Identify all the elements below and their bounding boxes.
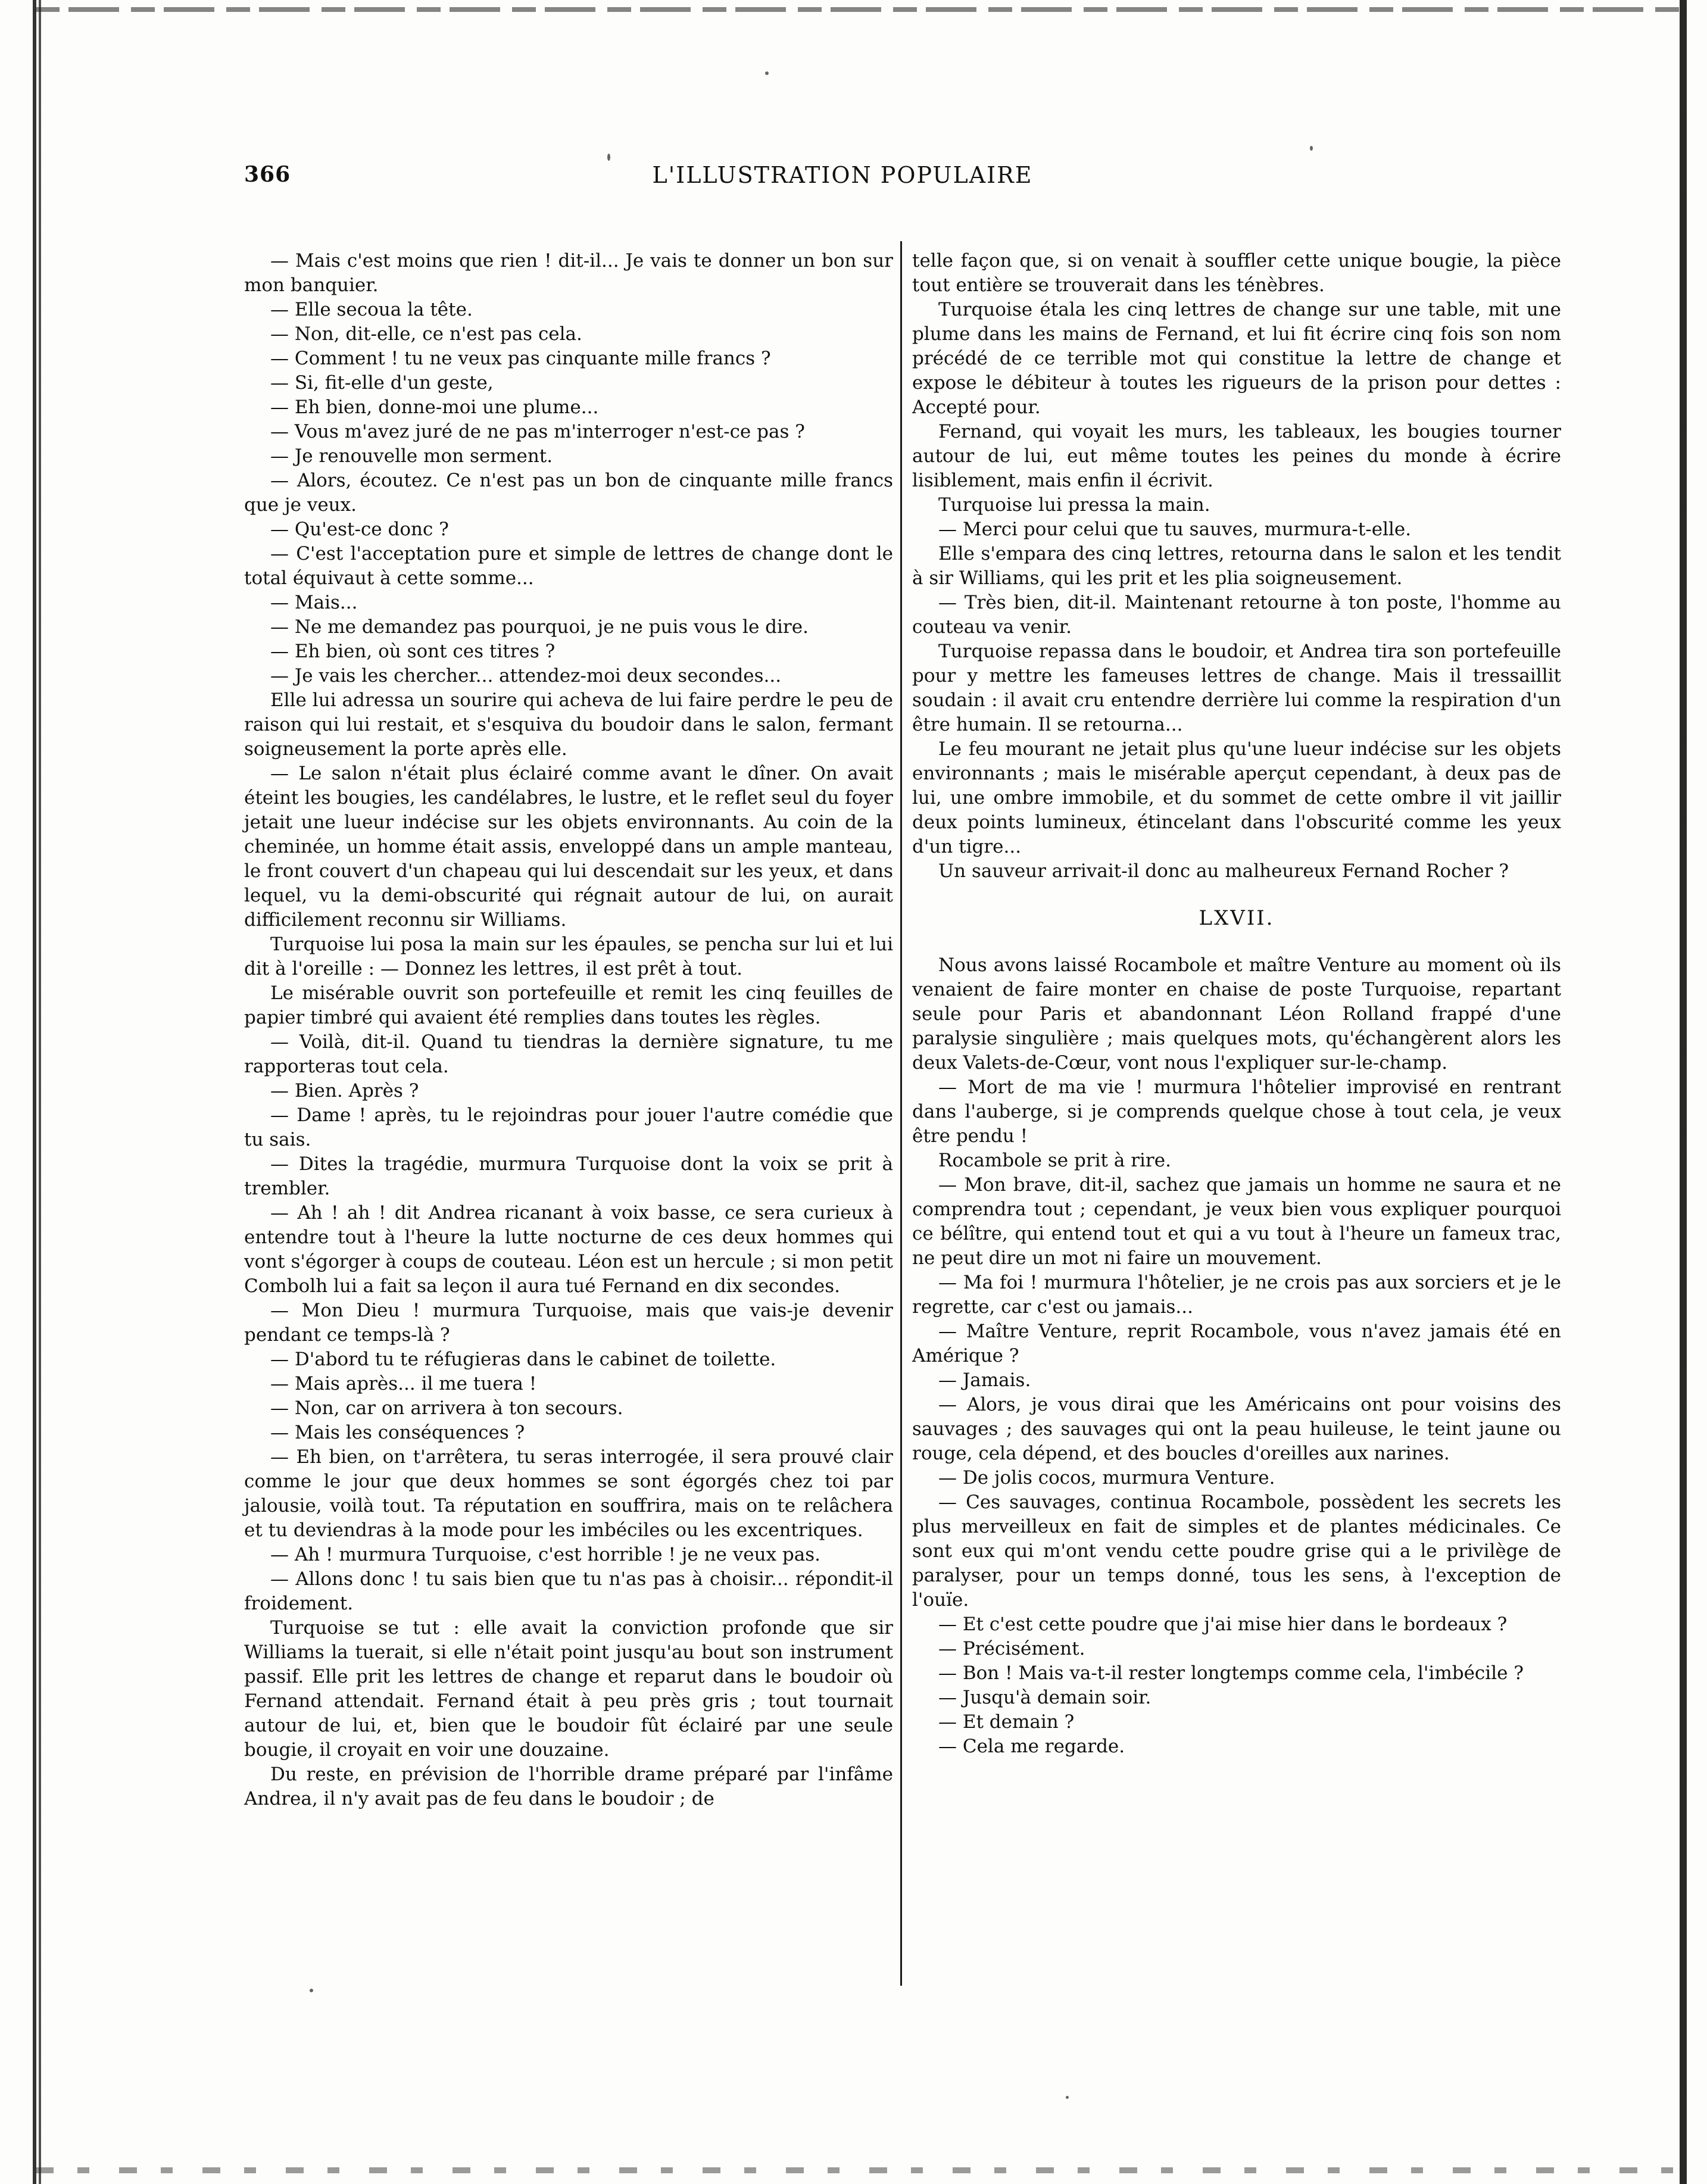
ink-speck	[607, 154, 610, 161]
paragraph: telle façon que, si on venait à souffler cette unique bougie, la pièce tout entière se trouverait dans les ténèbres.	[912, 250, 1561, 296]
paragraph: — Merci pour celui que tu sauves, murmura-t-elle.	[938, 519, 1412, 540]
page-edge-left	[33, 0, 41, 2184]
paragraph: — Ah ! ah ! dit Andrea ricanant à voix basse, ce sera curieux à entendre tout à l'heure la lutte nocturne de ces deux hommes qui vont s'égorger à coups de couteau. Léon est un hercule ; si mon petit Combolh lui a fait sa leçon il aura tué Fernand en dix secondes.	[244, 1202, 893, 1297]
paragraph: — Qu'est-ce donc ?	[270, 519, 449, 540]
paragraph: — Bien. Après ?	[270, 1080, 419, 1102]
paragraph: — Maître Venture, reprit Rocambole, vous n'avez jamais été en Amérique ?	[912, 1321, 1561, 1366]
column-rule	[900, 241, 902, 1986]
paragraph: — Le salon n'était plus éclairé comme avant le dîner. On avait éteint les bougies, les candélabres, le lustre, et le reflet seul du foyer jetait une lueur indécise sur les objets environnants. Au coin de la cheminée, un homme était assis, enveloppé dans un ample manteau, le front couvert d'un chapeau qui lui descendait sur les yeux, et dans lequel, vu la demi-obscurité qui régnait autour de lui, on aurait difficilement reconnu sir Williams.	[244, 763, 893, 931]
paragraph: — Et demain ?	[938, 1711, 1075, 1733]
page-edge-top	[36, 7, 1685, 12]
paragraph: — Dame ! après, tu le rejoindras pour jouer l'autre comédie que tu sais.	[244, 1105, 893, 1150]
paragraph: — Bon ! Mais va-t-il rester longtemps comme cela, l'imbécile ?	[938, 1662, 1524, 1684]
paragraph: — Mais après... il me tuera !	[270, 1373, 537, 1394]
paragraph: — Eh bien, où sont ces titres ?	[270, 641, 556, 662]
paragraph: — Très bien, dit-il. Maintenant retourne à ton poste, l'homme au couteau va venir.	[912, 592, 1561, 638]
paragraph: Du reste, en prévision de l'horrible drame préparé par l'infâme Andrea, il n'y avait pas de feu dans le boudoir ; de	[244, 1764, 893, 1809]
paragraph: — De jolis cocos, murmura Venture.	[938, 1467, 1275, 1489]
paragraph: — Mon brave, dit-il, sachez que jamais un homme ne saura et ne comprendra tout ; cependant, je veux bien vous expliquer pourquoi ce bélître, qui entend tout et qui a vu tout à l'heure un fameux trac, ne peut dire un mot ni faire un mouvement.	[912, 1174, 1561, 1269]
paragraph: — Ne me demandez pas pourquoi, je ne puis vous le dire.	[270, 616, 809, 638]
journal-title: L'ILLUSTRATION POPULAIRE	[652, 162, 1033, 188]
paragraph: Elle lui adressa un sourire qui acheva de lui faire perdre le peu de raison qui lui restait, et s'esquiva du boudoir dans le salon, fermant soigneusement la porte après elle.	[244, 689, 893, 760]
paragraph: Turquoise se tut : elle avait la conviction profonde que sir Williams la tuerait, si elle n'était point jusqu'au bout son instrument passif. Elle prit les lettres de change et reparut dans le boudoir où Fernand attendait. Fernand était à peu près gris ; tout tournait autour de lui, et, bien que le boudoir fût éclairé par une seule bougie, il croyait en voir une douzaine.	[244, 1617, 893, 1761]
paragraph: — C'est l'acceptation pure et simple de lettres de change dont le total équivaut à cette somme...	[244, 543, 893, 589]
paragraph: — Cela me regarde.	[938, 1736, 1125, 1757]
page-number: 366	[244, 162, 291, 187]
paragraph: — Mais les conséquences ?	[270, 1422, 525, 1443]
page-edge-bottom	[36, 2167, 1685, 2173]
ink-speck	[1066, 2096, 1069, 2099]
paragraph: — Comment ! tu ne veux pas cinquante mille francs ?	[270, 348, 771, 369]
paragraph: — Jamais.	[938, 1369, 1031, 1391]
paragraph: — Alors, je vous dirai que les Américains ont pour voisins des sauvages ; des sauvages qui ont la peau huileuse, le teint jaune ou rouge, cela dépend, et des boucles d'oreilles aux narines.	[912, 1394, 1561, 1464]
paragraph: — Elle secoua la tête.	[270, 299, 473, 320]
paragraph: Nous avons laissé Rocambole et maître Venture au moment où ils venaient de faire monter en chaise de poste Turquoise, repartant seule pour Paris et abandonnant Léon Rolland frappé d'une paralysie singulière ; mais quelques mots, qu'échangèrent alors les deux Valets-de-Cœur, vont nous l'expliquer sur-le-champ.	[912, 954, 1561, 1074]
page-edge-right	[1676, 0, 1687, 2184]
paragraph: — Ma foi ! murmura l'hôtelier, je ne crois pas aux sorciers et je le regrette, car c'est ou jamais...	[912, 1272, 1561, 1318]
paragraph: Un sauveur arrivait-il donc au malheureux Fernand Rocher ?	[938, 860, 1509, 882]
paragraph: — Précisément.	[938, 1638, 1085, 1659]
paragraph: — Eh bien, donne-moi une plume...	[270, 397, 599, 418]
paragraph: Le feu mourant ne jetait plus qu'une lueur indécise sur les objets environnants ; mais le misérable aperçut cependant, à deux pas de lui, une ombre immobile, et du sommet de cette ombre il vit jaillir deux points lumineux, étincelant dans l'obscurité comme les yeux d'un tigre...	[912, 738, 1561, 857]
paragraph: — Dites la tragédie, murmura Turquoise dont la voix se prit à trembler.	[244, 1153, 893, 1199]
paragraph: — Ces sauvages, continua Rocambole, possèdent les secrets les plus merveilleux en fait de simples et de plantes médicinales. Ce sont eux qui m'ont vendu cette poudre grise qui a le privilège de paralyser, pour un temps donné, tous les sens, à l'exception de l'ouïe.	[912, 1492, 1561, 1611]
paragraph: — Allons donc ! tu sais bien que tu n'as pas à choisir... répondit-il froidement.	[244, 1568, 893, 1614]
paragraph: — Jusqu'à demain soir.	[938, 1687, 1151, 1708]
paragraph: Rocambole se prit à rire.	[938, 1150, 1171, 1171]
paragraph: Elle s'empara des cinq lettres, retourna dans le salon et les tendit à sir Williams, qui les prit et les plia soigneusement.	[912, 543, 1561, 589]
paragraph: — Ah ! murmura Turquoise, c'est horrible ! je ne veux pas.	[270, 1544, 821, 1565]
ink-speck	[310, 1989, 313, 1992]
chapter-heading: LXVII.	[1199, 906, 1275, 930]
running-head	[244, 162, 1441, 192]
paragraph: — D'abord tu te réfugieras dans le cabinet de toilette.	[270, 1349, 776, 1370]
paragraph: — Non, car on arrivera à ton secours.	[270, 1397, 623, 1419]
paragraph: — Et c'est cette poudre que j'ai mise hier dans le bordeaux ?	[938, 1614, 1508, 1635]
ink-speck	[765, 71, 769, 75]
paragraph: — Mort de ma vie ! murmura l'hôtelier improvisé en rentrant dans l'auberge, si je comprends quelque chose à tout cela, je veux être pendu !	[912, 1077, 1561, 1147]
paragraph: Turquoise lui pressa la main.	[938, 494, 1210, 516]
paragraph: — Eh bien, on t'arrêtera, tu seras interrogée, il sera prouvé clair comme le jour que deux hommes se sont égorgés chez toi par jalousie, voilà tout. Ta réputation en souffrira, mais on te relâchera et tu deviendras à la mode pour les imbéciles ou les excentriques.	[244, 1446, 893, 1541]
paragraph: — Voilà, dit-il. Quand tu tiendras la dernière signature, tu me rapporteras tout cela.	[244, 1031, 893, 1077]
paragraph: — Vous m'avez juré de ne pas m'interroger n'est-ce pas ?	[270, 421, 805, 442]
paragraph: — Je renouvelle mon serment.	[270, 445, 553, 467]
paragraph: Turquoise étala les cinq lettres de change sur une table, mit une plume dans les mains de Fernand, et lui fit écrire cinq fois son nom précédé de ce terrible mot qui constitue la lettre de change et expose le débiteur à toutes les rigueurs de la prison pour dettes : Accepté pour.	[912, 299, 1561, 418]
paragraph: — Mon Dieu ! murmura Turquoise, mais que vais-je devenir pendant ce temps-là ?	[244, 1300, 893, 1346]
right-column	[912, 249, 1561, 1759]
right-column-part-b	[912, 953, 1561, 1759]
ink-speck	[1310, 146, 1313, 151]
paragraph: Turquoise lui posa la main sur les épaules, se pencha sur lui et lui dit à l'oreille : — Donnez les lettres, il est prêt à tout.	[244, 934, 893, 979]
right-column-part-a	[912, 249, 1561, 884]
paragraph: — Mais...	[270, 592, 358, 613]
left-column	[244, 249, 893, 1811]
paragraph: Turquoise repassa dans le boudoir, et Andrea tira son portefeuille pour y mettre les fameuses lettres de change. Mais il tressaillit soudain : il avait cru entendre derrière lui comme la respiration d'un être humain. Il se retourna...	[912, 641, 1561, 735]
paragraph: — Alors, écoutez. Ce n'est pas un bon de cinquante mille francs que je veux.	[244, 470, 893, 516]
paragraph: — Non, dit-elle, ce n'est pas cela.	[270, 323, 582, 345]
paragraph: — Si, fit-elle d'un geste,	[270, 372, 494, 394]
paragraph: — Je vais les chercher... attendez-moi deux secondes...	[270, 665, 782, 687]
paragraph: Fernand, qui voyait les murs, les tableaux, les bougies tourner autour de lui, eut même toutes les peines du monde à écrire lisiblement, mais enfin il écrivit.	[912, 421, 1561, 491]
paragraph: Le misérable ouvrit son portefeuille et remit les cinq feuilles de papier timbré qui avaient été remplies dans toutes les règles.	[244, 982, 893, 1028]
paragraph: — Mais c'est moins que rien ! dit-il... Je vais te donner un bon sur mon banquier.	[244, 250, 893, 296]
